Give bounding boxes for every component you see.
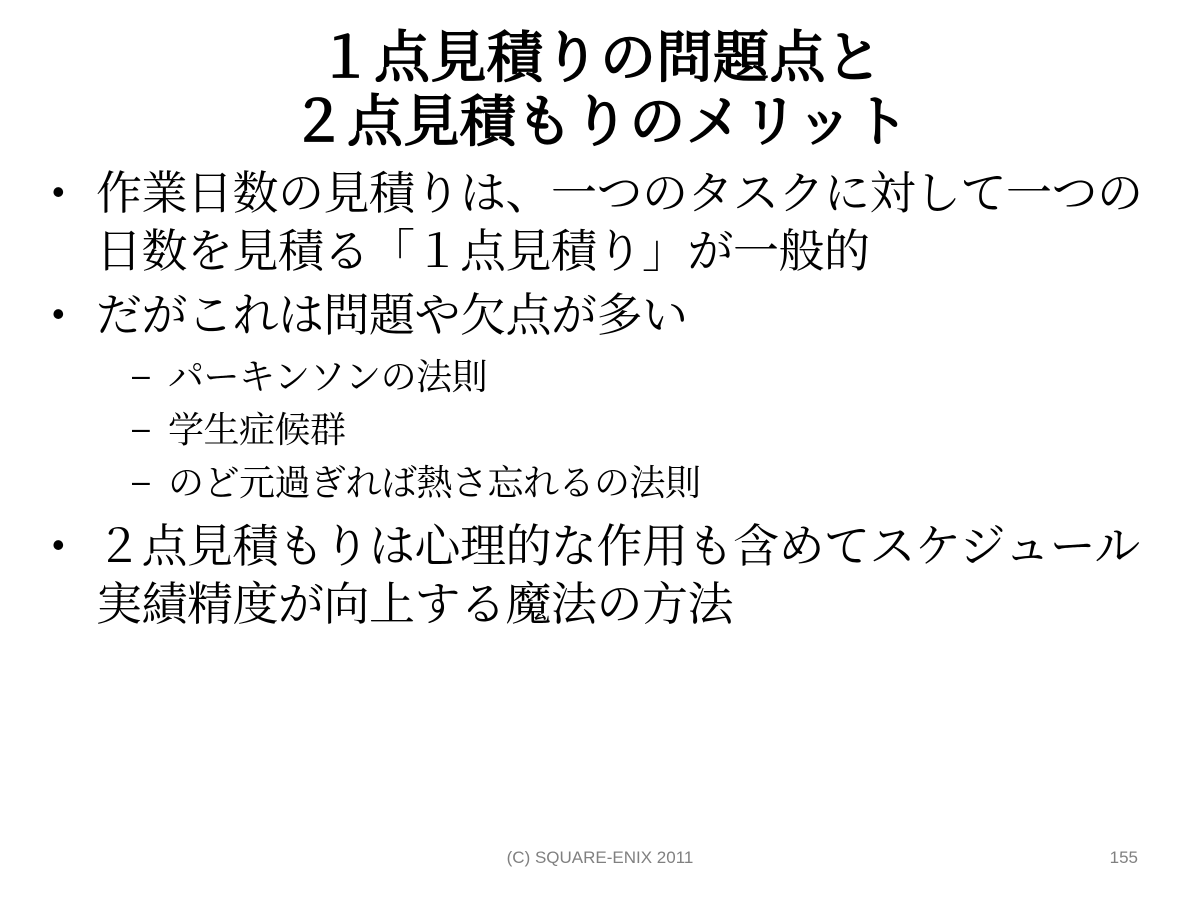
sub-bullet-item [52, 404, 1156, 455]
bullet-text: だがこれは問題や欠点が多い [96, 288, 688, 341]
footer-page-number: 155 [1109, 848, 1138, 867]
title-line-1: １点見積りの問題点と [317, 26, 883, 89]
bullet-text: ２点見積もりは心理的な作用も含めてスケジュール実績精度が向上する魔法の方法 [96, 519, 1140, 630]
bullet-item [52, 287, 1156, 345]
slide-title [0, 0, 1200, 155]
bullet-marker-icon: • [52, 523, 65, 565]
bullet-marker-icon: • [52, 292, 65, 334]
bullet-item [52, 518, 1156, 634]
title-line-2: ２点見積もりのメリット [290, 90, 910, 154]
bullet-marker-icon: • [52, 170, 65, 212]
footer-copyright: (C) SQUARE-ENIX 2011 [506, 848, 694, 867]
sub-bullet-text: パーキンソンの法則 [168, 355, 488, 397]
dash-marker-icon: – [132, 462, 150, 499]
dash-marker-icon: – [132, 356, 150, 393]
slide-body [0, 165, 1200, 634]
sub-bullet-text: 学生症候群 [168, 408, 346, 450]
bullet-item [52, 165, 1156, 281]
sub-bullet-item [52, 351, 1156, 402]
dash-marker-icon: – [132, 409, 150, 446]
slide-footer [0, 846, 1200, 870]
sub-bullet-text: のど元過ぎれば熱さ忘れるの法則 [168, 461, 701, 503]
bullet-text: 作業日数の見積りは、一つのタスクに対して一つの日数を見積る「１点見積り」が一般的 [96, 166, 1143, 277]
sub-bullet-item [52, 457, 1156, 508]
spacer [52, 510, 1156, 518]
